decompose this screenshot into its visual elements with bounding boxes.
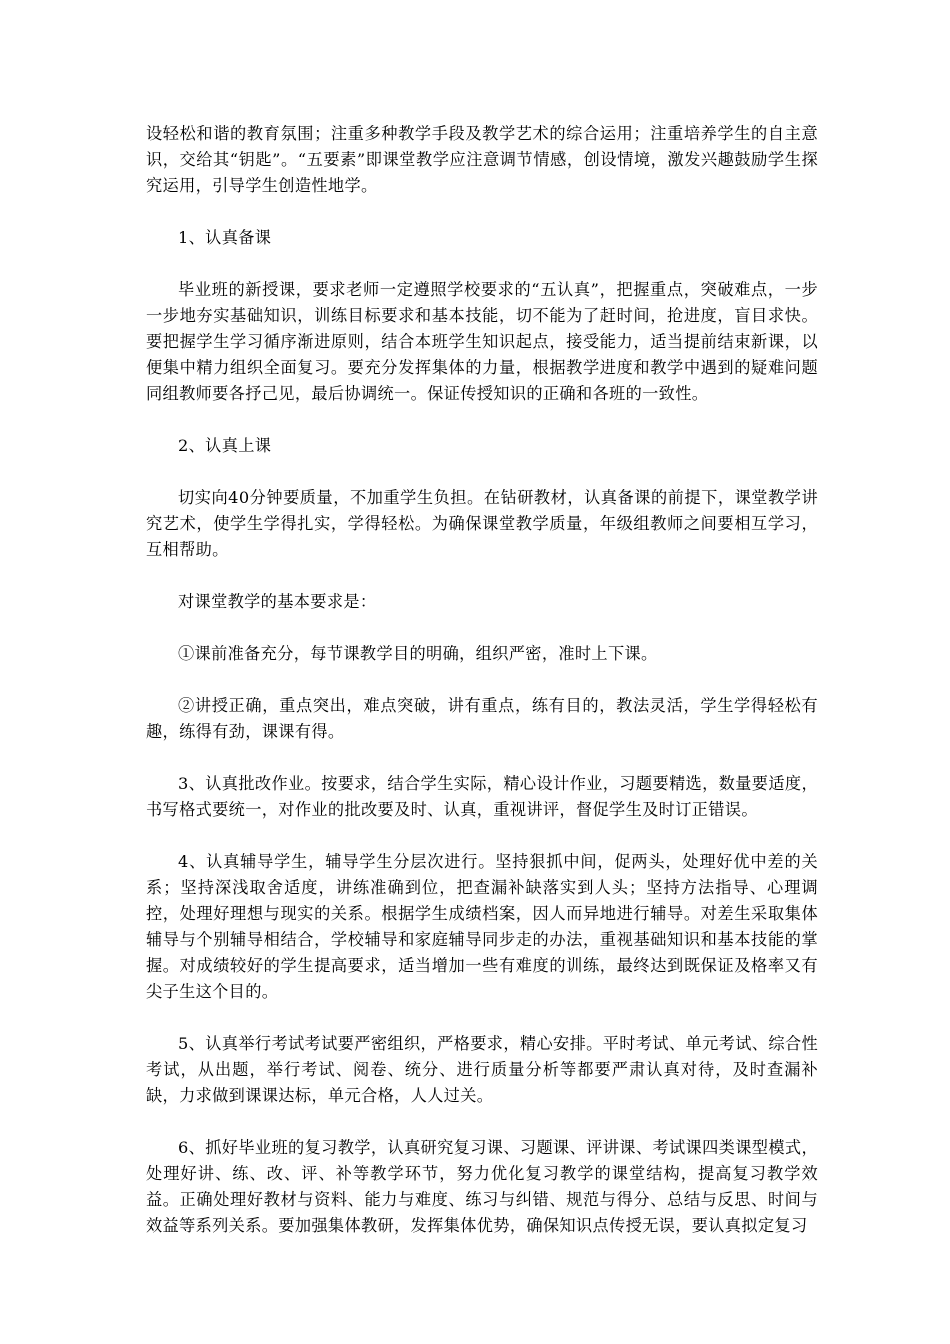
section-heading-1: 1、认真备课	[178, 228, 272, 247]
paragraph-tutoring: 4、认真辅导学生，辅导学生分层次进行。坚持狠抓中间，促两头，处理好优中差的关系；坚持深浅取舍适度，讲练准确到位，把查漏补缺落实到人头；坚持方法指导、心理调控，处理好理想与现实的关系。根据学生成绩档案，因人而异地进行辅导。对差生采取集体辅导与个别辅导相结合，学校辅导和家庭辅导同步走的办法，重视基础知识和基本技能的掌握。对成绩较好的学生提高要求，适当增加一些有难度的训练，最终达到既保证及格率又有尖子生这个目的。	[146, 852, 818, 1001]
paragraph-class-teaching: 切实向40分钟要质量，不加重学生负担。在钻研教材，认真备课的前提下，课堂教学讲究艺术，使学生学得扎实，学得轻松。为确保课堂教学质量，年级组教师之间要相互学习，互相帮助。	[146, 488, 818, 559]
list-item-2: ②讲授正确，重点突出，难点突破，讲有重点，练有目的，教法灵活，学生学得轻松有趣，练得有劲，课课有得。	[146, 696, 818, 741]
paragraph-continuation: 设轻松和谐的教育氛围；注重多种教学手段及教学艺术的综合运用；注重培养学生的自主意识，交给其“钥匙”。“五要素”即课堂教学应注意调节情感，创设情境，激发兴趣鼓励学生探究运用，引导学生创造性地学。	[146, 124, 818, 195]
paragraph-exams: 5、认真举行考试考试要严密组织，严格要求，精心安排。平时考试、单元考试、综合性考试，从出题，举行考试、阅卷、统分、进行质量分析等都要严肃认真对待，及时查漏补缺，力求做到课课达标，单元合格，人人过关。	[146, 1034, 818, 1105]
paragraph-lesson-prep: 毕业班的新授课，要求老师一定遵照学校要求的“五认真”，把握重点，突破难点，一步一步地夯实基础知识，训练目标要求和基本技能，切不能为了赶时间，抢进度，盲目求快。要把握学生学习循序渐进原则，结合本班学生知识起点，接受能力，适当提前结束新课，以便集中精力组织全面复习。要充分发挥集体的力量，根据教学进度和教学中遇到的疑难问题同组教师要各抒己见，最后协调统一。保证传授知识的正确和各班的一致性。	[146, 280, 818, 403]
paragraph-review: 6、抓好毕业班的复习教学，认真研究复习课、习题课、评讲课、考试课四类课型模式，处理好讲、练、改、评、补等教学环节，努力优化复习教学的课堂结构，提高复习教学效益。正确处理好教材与资料、能力与难度、练习与纠错、规范与得分、总结与反思、时间与效益等系列关系。要加强集体教研，发挥集体优势，确保知识点传授无误，要认真拟定复习	[146, 1138, 818, 1235]
list-item-1: ①课前准备充分，每节课教学目的明确，组织严密，准时上下课。	[178, 644, 658, 663]
section-heading-2: 2、认真上课	[178, 436, 272, 455]
paragraph-basic-requirements: 对课堂教学的基本要求是：	[178, 592, 377, 611]
document-body	[146, 121, 818, 1239]
paragraph-homework: 3、认真批改作业。按要求，结合学生实际，精心设计作业，习题要精选，数量要适度，书写格式要统一，对作业的批改要及时、认真，重视讲评，督促学生及时订正错误。	[146, 774, 818, 819]
